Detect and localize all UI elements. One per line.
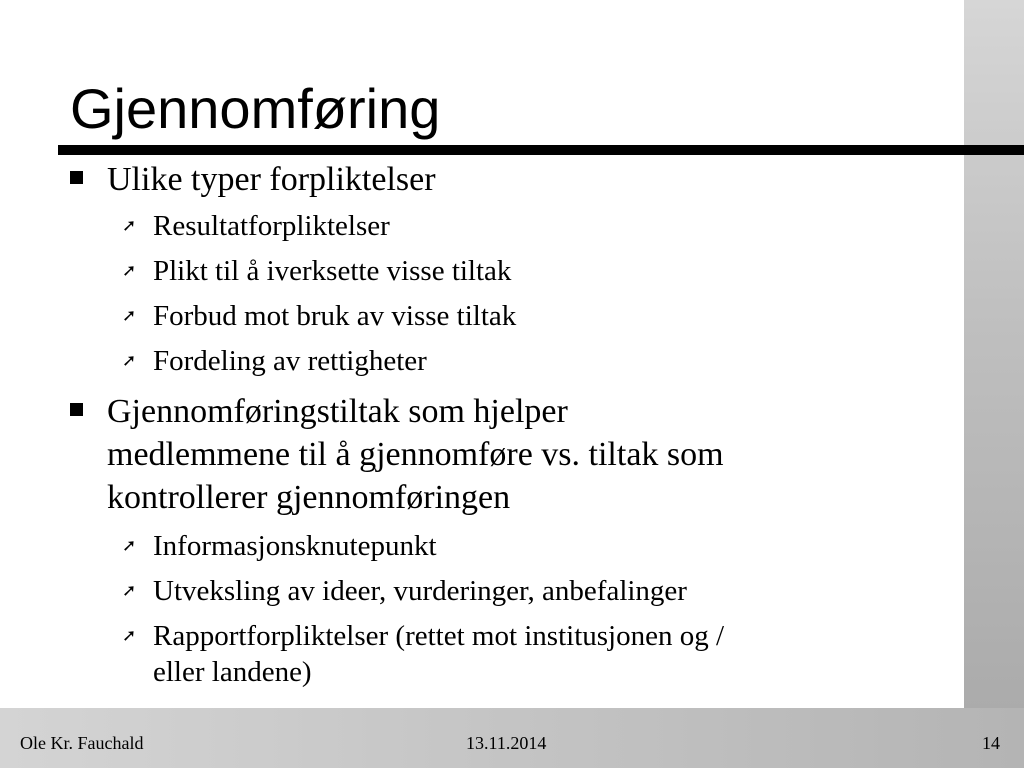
sub-bullet-item [122, 298, 516, 334]
sub-bullet-text-line: eller landene) [153, 656, 312, 688]
sub-bullet-item [122, 343, 427, 379]
sub-bullet-item [122, 618, 724, 690]
sub-bullet-item [122, 253, 511, 289]
arrow-bullet-icon: ➚ [122, 536, 137, 556]
title-divider [58, 145, 1024, 155]
sub-bullet-text-line: Rapportforpliktelser (rettet mot institusjonen og / [153, 620, 725, 652]
sub-bullet-text: Resultatforpliktelser [153, 210, 390, 242]
bullet-text: Ulike typer forpliktelser [107, 161, 436, 198]
arrow-bullet-icon: ➚ [122, 306, 137, 326]
arrow-bullet-icon: ➚ [122, 216, 137, 236]
sub-bullet-text [153, 618, 724, 690]
sub-bullet-text: Fordeling av rettigheter [153, 345, 427, 377]
slide-title: Gjennomføring [70, 77, 441, 140]
sub-bullet-item [122, 528, 437, 564]
sub-bullet-item [122, 573, 687, 609]
sub-bullet-text: Forbud mot bruk av visse tiltak [153, 300, 517, 332]
bullet-text-line: kontrollerer gjennomføringen [107, 479, 511, 516]
footer-page-number: 14 [982, 733, 1000, 753]
footer-author: Ole Kr. Fauchald [20, 733, 144, 753]
sub-bullet-text: Informasjonsknutepunkt [153, 530, 437, 562]
square-bullet-icon [70, 403, 83, 416]
arrow-bullet-icon: ➚ [122, 581, 137, 601]
arrow-bullet-icon: ➚ [122, 626, 137, 646]
arrow-bullet-icon: ➚ [122, 351, 137, 371]
bullet-text [107, 390, 724, 519]
right-decorative-band [964, 0, 1024, 768]
bullet-text-line: Gjennomføringstiltak som hjelper [107, 393, 568, 430]
arrow-bullet-icon: ➚ [122, 261, 137, 281]
square-bullet-icon [70, 171, 83, 184]
footer-date: 13.11.2014 [466, 733, 547, 753]
bullet-text-line: medlemmene til å gjennomføre vs. tiltak som [107, 436, 724, 473]
sub-bullet-text: Utveksling av ideer, vurderinger, anbefalinger [153, 575, 687, 607]
bullet-item [70, 390, 724, 519]
bullet-item [70, 158, 436, 201]
sub-bullet-text: Plikt til å iverksette visse tiltak [153, 255, 512, 287]
sub-bullet-item [122, 208, 390, 244]
